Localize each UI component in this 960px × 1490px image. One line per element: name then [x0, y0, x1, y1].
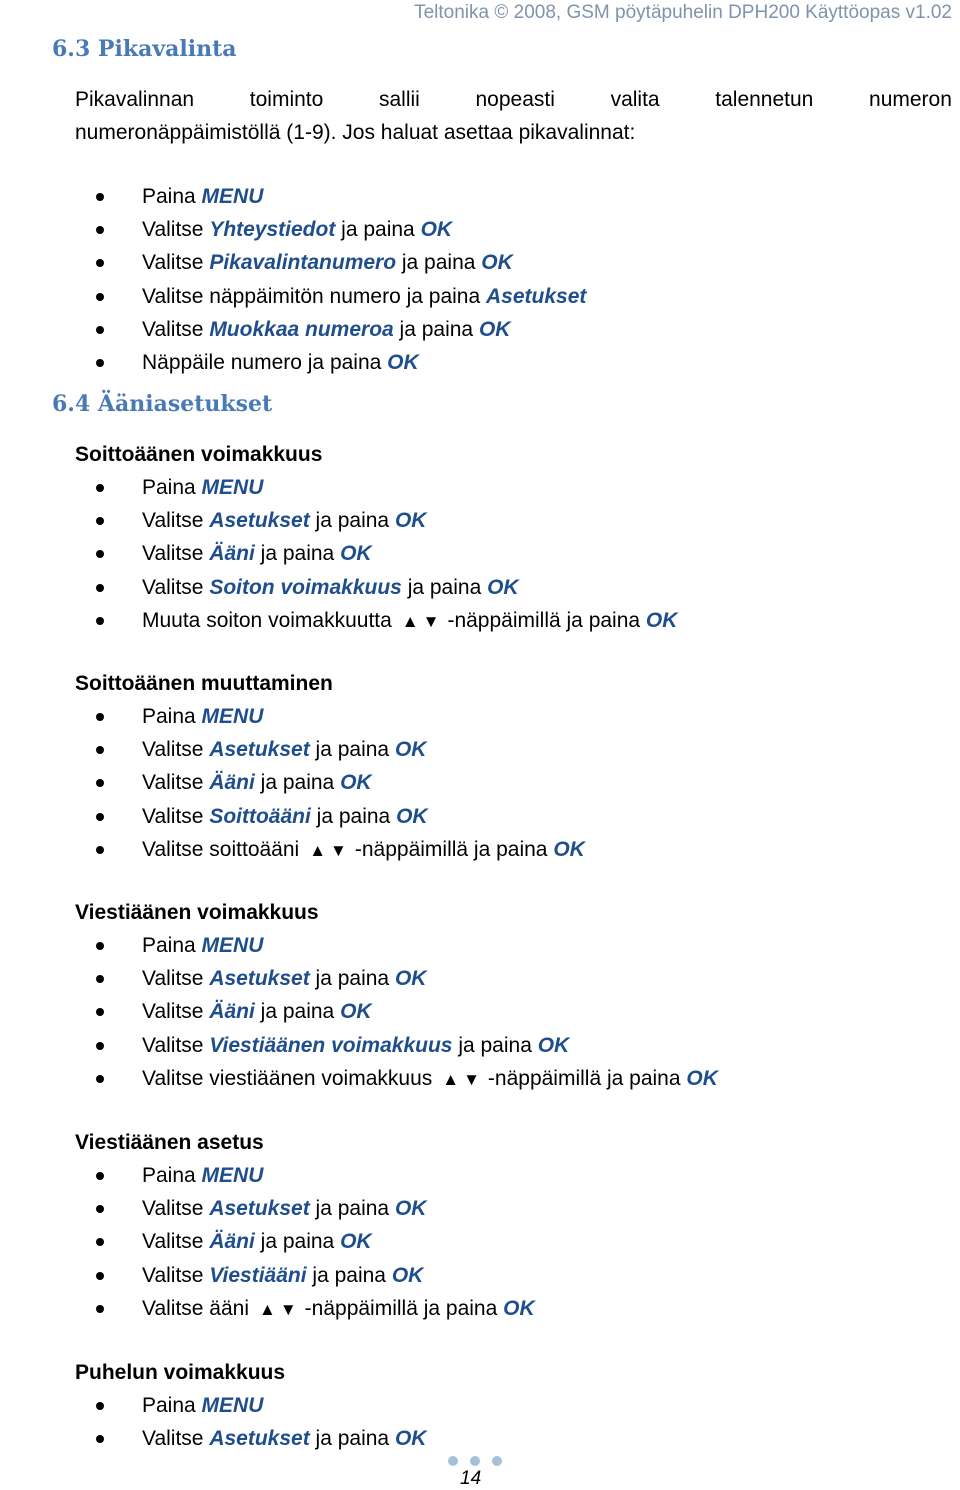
step-item — [0, 1259, 535, 1292]
step-keyword: Muokkaa numeroa — [209, 317, 394, 341]
step-text: Valitse — [142, 771, 210, 795]
bullet-icon — [96, 1272, 104, 1280]
step-item — [0, 766, 585, 799]
bullet-icon — [96, 259, 104, 267]
step-text: Valitse — [142, 251, 210, 275]
step-text: ja paina — [309, 1197, 395, 1221]
step-text: ja paina — [452, 1033, 538, 1057]
bullet-icon — [96, 517, 104, 525]
step-keyword: OK — [394, 967, 427, 991]
step-text: Valitse näppäimitön numero ja paina — [142, 284, 486, 308]
section-title-aaniasetukset: 6.4 Ääniasetukset — [52, 391, 273, 417]
step-item — [0, 246, 586, 279]
step-text: ja paina — [254, 1230, 341, 1254]
bullet-icon — [96, 484, 104, 492]
step-keyword: OK — [537, 1033, 570, 1057]
step-text: Valitse viestiäänen voimakkuus — [142, 1066, 433, 1090]
step-item — [0, 313, 586, 346]
step-text: -näppäimillä ja paina — [487, 1066, 687, 1090]
step-text: ja paina — [254, 771, 341, 795]
step-keyword: OK — [487, 575, 519, 599]
bullet-icon — [96, 1205, 104, 1213]
step-text: Valitse — [142, 967, 210, 991]
step-text: Valitse — [142, 575, 210, 599]
step-text: Valitse — [142, 1000, 210, 1024]
bullet-icon — [96, 942, 104, 950]
step-text: Valitse — [142, 1033, 210, 1057]
step-text: ja paina — [335, 218, 421, 242]
up-down-arrows-icon: ▲▼ — [401, 611, 444, 631]
step-keyword: Asetukset — [486, 284, 587, 308]
step-keyword: Viestiääni — [209, 1263, 307, 1287]
page-number: 14 — [460, 1468, 482, 1489]
up-down-arrows-icon: ▲▼ — [309, 840, 351, 860]
step-item — [0, 471, 677, 504]
step-keyword: OK — [391, 1263, 424, 1287]
bullet-icon — [96, 1402, 104, 1410]
step-text: -näppäimillä ja paina — [354, 837, 554, 861]
bullet-icon — [96, 293, 104, 301]
step-text: Paina — [142, 1394, 202, 1417]
step-keyword: OK — [340, 771, 372, 795]
step-text: Paina — [142, 934, 202, 957]
step-keyword: OK — [645, 608, 678, 632]
step-text: ja paina — [309, 509, 395, 533]
step-keyword: OK — [394, 1197, 427, 1221]
step-text: ja paina — [309, 1427, 395, 1451]
step-text: Paina — [142, 185, 202, 208]
group-steps — [0, 929, 718, 1095]
step-item — [0, 700, 585, 733]
group-steps — [0, 1389, 426, 1455]
step-item — [0, 504, 677, 537]
step-item — [0, 1389, 426, 1422]
step-item — [0, 1062, 718, 1095]
step-keyword: Asetukset — [209, 509, 310, 533]
step-text: Valitse — [142, 218, 210, 242]
step-item — [0, 833, 585, 866]
up-down-arrows-icon: ▲▼ — [259, 1299, 301, 1319]
step-text: ja paina — [393, 317, 479, 341]
step-keyword: Ääni — [209, 542, 255, 566]
footer-dot — [492, 1456, 502, 1466]
intro-word: sallii — [378, 88, 420, 111]
step-text: Paina — [142, 476, 202, 499]
step-item — [0, 1422, 426, 1455]
step-keyword: OK — [394, 738, 427, 762]
bullet-icon — [96, 713, 104, 721]
step-keyword: OK — [340, 542, 372, 566]
step-text: ja paina — [254, 542, 341, 566]
step-item — [0, 1159, 535, 1192]
step-text: Valitse — [142, 509, 210, 533]
step-keyword: Ääni — [209, 771, 255, 795]
step-item — [0, 1225, 535, 1258]
intro-paragraph — [75, 83, 952, 149]
bullet-icon — [96, 1008, 104, 1016]
step-text: Paina — [142, 1164, 202, 1187]
group-steps — [0, 1159, 535, 1325]
step-text: Paina — [142, 705, 202, 728]
bullet-icon — [96, 779, 104, 787]
bullet-icon — [96, 226, 104, 234]
group-heading: Soittoäänen voimakkuus — [75, 443, 323, 466]
step-keyword: Ääni — [209, 1230, 255, 1254]
step-text: ja paina — [401, 575, 488, 599]
step-keyword: OK — [553, 837, 585, 861]
group-steps — [0, 471, 677, 637]
group-heading: Soittoäänen muuttaminen — [75, 672, 333, 695]
step-item — [0, 604, 677, 637]
step-keyword: Pikavalintanumero — [209, 251, 397, 275]
step-keyword: Asetukset — [209, 1427, 310, 1451]
step-text: Valitse — [142, 1230, 210, 1254]
step-keyword: MENU — [201, 1164, 264, 1187]
step-keyword: OK — [420, 218, 453, 242]
step-keyword: Ääni — [209, 1000, 255, 1024]
intro-word: valita — [610, 88, 660, 111]
step-text: ja paina — [306, 1263, 392, 1287]
pikavalinta-steps — [0, 180, 586, 379]
step-keyword: Asetukset — [209, 967, 310, 991]
step-item — [0, 800, 585, 833]
intro-line-1 — [75, 83, 952, 116]
bullet-icon — [96, 359, 104, 367]
step-keyword: OK — [481, 251, 513, 275]
step-keyword: Asetukset — [209, 738, 310, 762]
up-down-arrows-icon: ▲▼ — [442, 1069, 484, 1089]
bullet-icon — [96, 1075, 104, 1083]
bullet-icon — [96, 1172, 104, 1180]
step-keyword: MENU — [201, 1394, 264, 1417]
step-text: ja paina — [309, 738, 395, 762]
step-item — [0, 733, 585, 766]
step-keyword: OK — [340, 1230, 372, 1254]
step-text: Valitse — [142, 738, 210, 762]
bullet-icon — [96, 326, 104, 334]
step-keyword: OK — [396, 804, 428, 828]
intro-word: toiminto — [249, 88, 324, 111]
step-item — [0, 571, 677, 604]
step-text: ja paina — [396, 251, 482, 275]
step-text: ja paina — [254, 1000, 341, 1024]
step-item — [0, 1029, 718, 1062]
step-keyword: Soittoääni — [209, 804, 311, 828]
step-keyword: Soiton voimakkuus — [209, 575, 402, 599]
step-text: Valitse — [142, 1263, 210, 1287]
bullet-icon — [96, 813, 104, 821]
step-keyword: MENU — [201, 705, 264, 728]
step-keyword: Yhteystiedot — [209, 218, 336, 242]
intro-word: Pikavalinnan — [75, 88, 195, 111]
step-item — [0, 1292, 535, 1325]
step-text: ja paina — [310, 804, 397, 828]
step-text: Muuta soiton voimakkuutta — [142, 608, 392, 632]
step-text: ja paina — [309, 967, 395, 991]
footer-dot — [470, 1456, 480, 1466]
footer-dot — [448, 1456, 458, 1466]
intro-word: talennetun — [715, 88, 814, 111]
step-keyword: MENU — [201, 185, 264, 208]
bullet-icon — [96, 193, 104, 201]
step-text: -näppäimillä ja paina — [304, 1296, 504, 1320]
bullet-icon — [96, 617, 104, 625]
bullet-icon — [96, 1305, 104, 1313]
bullet-icon — [96, 550, 104, 558]
step-keyword: OK — [340, 1000, 372, 1024]
step-item — [0, 1192, 535, 1225]
step-keyword: OK — [387, 350, 419, 374]
step-text: Valitse — [142, 1427, 210, 1451]
step-keyword: Asetukset — [209, 1197, 310, 1221]
step-item — [0, 929, 718, 962]
bullet-icon — [96, 1042, 104, 1050]
bullet-icon — [96, 1238, 104, 1246]
group-steps — [0, 700, 585, 866]
group-heading: Viestiäänen voimakkuus — [75, 901, 319, 924]
bullet-icon — [96, 584, 104, 592]
step-keyword: OK — [394, 509, 427, 533]
step-text: Näppäile numero ja paina — [142, 350, 388, 374]
step-text: Valitse — [142, 804, 210, 828]
step-text: Valitse — [142, 542, 210, 566]
step-keyword: OK — [503, 1296, 535, 1320]
bullet-icon — [96, 846, 104, 854]
intro-word: nopeasti — [475, 88, 555, 111]
bullet-icon — [96, 746, 104, 754]
section-title-pikavalinta: 6.3 Pikavalinta — [52, 36, 237, 62]
intro-word: numeron — [869, 88, 952, 111]
step-keyword: OK — [478, 317, 511, 341]
running-header: Teltonika © 2008, GSM pöytäpuhelin DPH200 Käyttöopas v1.02 — [414, 2, 952, 23]
step-item — [0, 280, 586, 313]
step-text: Valitse soittoääni — [142, 837, 300, 861]
step-keyword: MENU — [201, 934, 264, 957]
intro-line-2: numeronäppäimistöllä (1-9). Jos haluat asettaa pikavalinnat: — [75, 121, 636, 144]
bullet-icon — [96, 975, 104, 983]
group-heading: Viestiäänen asetus — [75, 1131, 264, 1154]
footer-dots — [448, 1456, 502, 1466]
step-keyword: Viestiäänen voimakkuus — [209, 1033, 453, 1057]
step-item — [0, 962, 718, 995]
step-item — [0, 180, 586, 213]
step-keyword: MENU — [201, 476, 264, 499]
step-text: -näppäimillä ja paina — [447, 608, 646, 632]
step-text: Valitse — [142, 317, 210, 341]
step-keyword: OK — [686, 1066, 718, 1090]
bullet-icon — [96, 1435, 104, 1443]
step-keyword: OK — [394, 1427, 427, 1451]
step-text: Valitse ääni — [142, 1296, 250, 1320]
step-item — [0, 995, 718, 1028]
group-heading: Puhelun voimakkuus — [75, 1361, 286, 1384]
step-item — [0, 537, 677, 570]
step-item — [0, 213, 586, 246]
step-text: Valitse — [142, 1197, 210, 1221]
step-item — [0, 346, 586, 379]
